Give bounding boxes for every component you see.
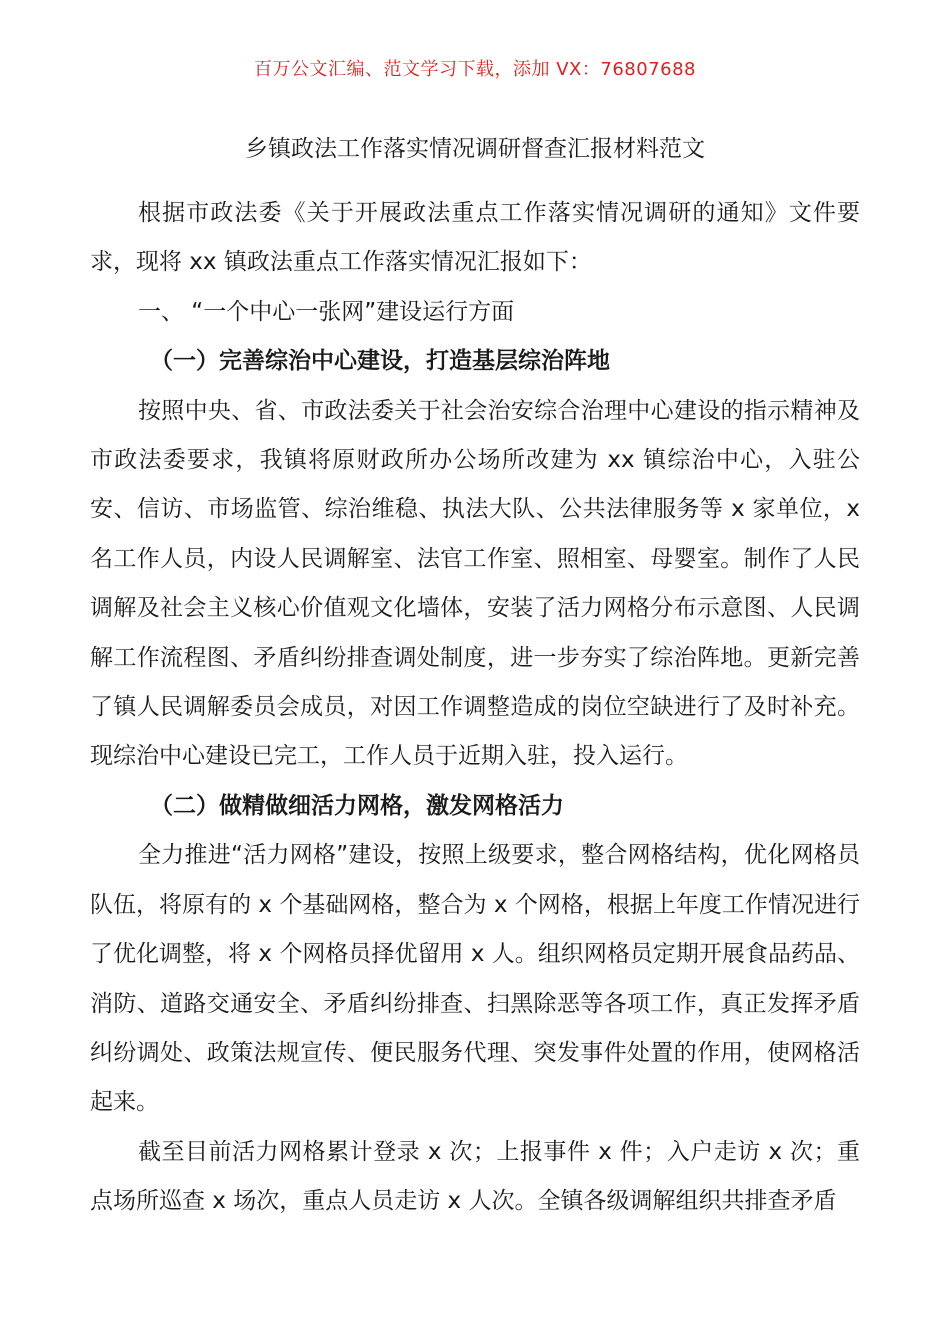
body-paragraph: 按照中央、省、市政法委关于社会治安综合治理中心建设的指示精神及市政法委要求，我镇将原财政所办公场所改建为 xx 镇综治中心，入驻公安、信访、市场监管、综治维稳、执法大队、公共法律服务等 x 家单位，x 名工作人员，内设人民调解室、法官工作室、照相室、母婴室。制作了人民调解及社会主义核心价值观文化墙体，安装了活力网格分布示意图、人民调解工作流程图、矛盾纠纷排查调处制度，进一步夯实了综治阵地。更新完善了镇人民调解委员会成员，对因工作调整造成的岗位空缺进行了及时补充。现综治中心建设已完工，工作人员于近期入驻，投入运行。 xyxy=(90,397,860,770)
promo-header: 百万公文汇编、范文学习下载，添加 VX：76807688 xyxy=(254,59,696,80)
intro-paragraph: 根据市政法委《关于开展政法重点工作落实情况调研的通知》文件要求，现将 xx 镇政法重点工作落实情况汇报如下： xyxy=(90,200,860,276)
body-paragraph: 截至目前活力网格累计登录 x 次；上报事件 x 件；入户走访 x 次；重点场所巡查 x 场次，重点人员走访 x 人次。全镇各级调解组织共排查矛盾 xyxy=(90,1138,860,1215)
subsection-heading-1: （一）完善综治中心建设，打造基层综治阵地 xyxy=(150,348,610,375)
section-heading: 一、 “一个中心一张网”建设运行方面 xyxy=(138,298,515,325)
body-paragraph: 全力推进“活力网格”建设，按照上级要求，整合网格结构，优化网格员队伍，将原有的 x 个基础网格，整合为 x 个网格，根据上年度工作情况进行了优化调整，将 x 个网格员择优留用 x 人。组织网格员定期开展食品药品、消防、道路交通安全、矛盾纠纷排查、扫黑除恶等各项工作，真正发挥矛盾纠纷调处、政策法规宣传、便民服务代理、突发事件处置的作用，使网格活起来。 xyxy=(90,842,860,1116)
subsection-heading-2: （二）做精做细活力网格，激发网格活力 xyxy=(150,792,564,819)
document-title: 乡镇政法工作落实情况调研督查汇报材料范文 xyxy=(245,136,705,162)
document-body xyxy=(90,189,860,1227)
